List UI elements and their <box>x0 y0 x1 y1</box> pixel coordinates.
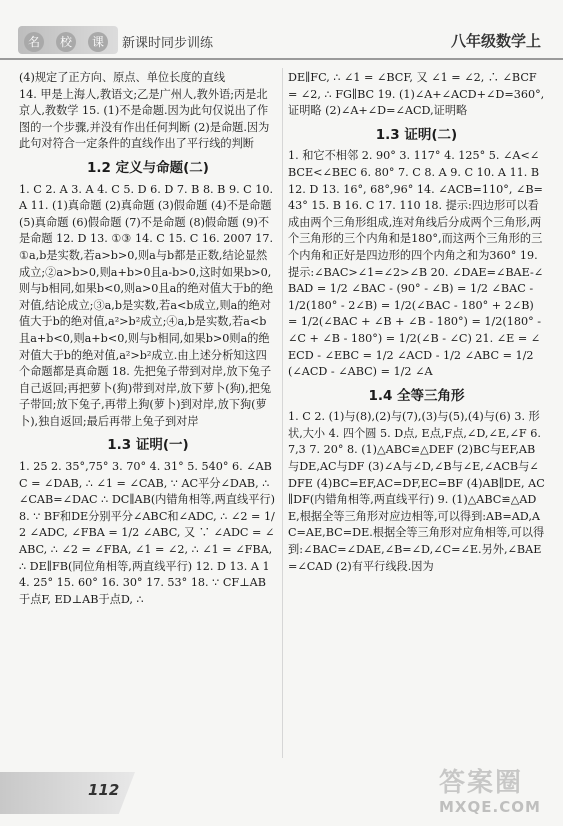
answer-paragraph: 1. 和它不相邻 2. 90° 3. 117° 4. 125° 5. ∠A<∠BCE<∠BEC 6. 80° 7. C 8. A 9. C 10. A 11. B 12. D 13. 16°, 68°,96° 14. ∠ACB=110°, ∠B=43° 15. B 16. C 17. 110 18. 提示:四边形可以看成由两个三角形组成,连对角线后分成两个三角形,两个三角形的三个内角和是180°,而这两个三角形的三个内角和正好是四边形的四个内角之和为360° 19. 提示:∠BAC>∠1=∠2>∠B 20. ∠DAE=∠BAE-∠BAD = 1/2 ∠BAC - (90° - ∠B) = 1/2 ∠BAC - 1/2(180° - 2∠B) = 1/2(∠BAC - 180° + 2∠B) = 1/2(∠BAC + ∠B + ∠B - 180°) = 1/2(180° - ∠C + ∠B - 180°) = 1/2(∠B - ∠C) 21. ∠E = ∠ECD - ∠EBC = 1/2 ∠ACD - 1/2 ∠ABC = 1/2(∠ACD - ∠ABC) = 1/2 ∠A <box>288 149 545 379</box>
answer-paragraph: 14. 甲是上海人,教语文;乙是广州人,教外语;丙是北京人,教数学 15. (1)不是命题.因为此句仅说出了作图的一个步骤,并没有作出任何判断 (2)是命题.因为此句对符合一定条件的直线作出了平行线的判断 <box>19 87 270 151</box>
section-title: 1.4 全等三角形 <box>368 387 465 404</box>
logo-char: 校 <box>56 32 76 52</box>
answer-paragraph: 1. C 2. (1)与(8),(2)与(7),(3)与(5),(4)与(6) 3. 形状,大小 4. 四个圆 5. D点, E点,F点,∠D,∠E,∠F 6. 7,3 7. 20° 8. (1)△ABC≌△DEF (2)BC与EF,AB与DE,AC与DF (3)∠A与∠D,∠B与∠E,∠ACB与∠DFE (4)BC=EF,AC=DF,EC=BF (4)AB∥DE, AC∥DF(内错角相等,两直线平行) 9. (1)△ABC≌△ADE,根据全等三角形对应边相等,可以得到:AB=AD,AC=AE,BC=DE.根据全等三角形对应角相等,可以得到:∠BAC=∠DAE,∠B=∠D,∠C=∠E.另外,∠BAE=∠CAD (2)有平行线段.因为 <box>288 410 545 573</box>
right-column <box>288 70 545 575</box>
watermark-text: 答案圈 <box>439 768 524 798</box>
answer-paragraph: DE∥FC, ∴ ∠1 = ∠BCF, 又 ∠1 = ∠2, ∴ ∠BCF = ∠2, ∴ FG∥BC 19. (1)∠A+∠ACD+∠D=360°,证明略 (2)∠A+∠D=∠ACD,证明略 <box>288 71 545 118</box>
page-header <box>0 0 563 58</box>
answer-paragraph: 1. C 2. A 3. A 4. C 5. D 6. D 7. B 8. B 9. C 10. A 11. (1)真命题 (2)真命题 (3)假命题 (4)不是命题 (5)真命题 (6)假命题 (7)不是命题 (8)假命题 (9)不是命题 12. D 13. ①③ 14. C 15. C 16. 2007 17. ①a,b是实数,若a>b>0,则a与b都是正数,结论显然成立;②a>b>0,则a+b>0且a-b>0,这时如果b>0,则与b相同,如果b<0,则a>0且a的绝对值大于b的绝对值,结论成立;③a,b是实数,若a<b成立,则a的绝对值大于b的绝对值,a²>b²成立;④a,b是实数,若a<b且a+b<0,则a+b<0,则与b相同,如果b>0则a的绝对值大于b的绝对值,a²>b²成立.由上述分析知这四个命题都是真命题 18. 先把兔子带到对岸,放下兔子自己返回;再把萝卜(狗)带到对岸,放下萝卜(狗),把兔子带回;放下兔子,再带上狗(萝卜)到对岸,放下狗(萝卜),独自返回;最后再带上兔子到对岸 <box>19 182 277 428</box>
section-title: 1.2 定义与命题(二) <box>87 159 209 176</box>
logo-char: 名 <box>24 32 44 52</box>
series-title: 新课时同步训练 <box>122 36 214 51</box>
column-divider <box>282 68 283 758</box>
answer-paragraph: (4)规定了正方向、原点、单位长度的直线 <box>19 71 226 84</box>
header-divider <box>0 58 563 60</box>
left-column <box>19 70 277 608</box>
grade-subject-label: 八年级数学上 <box>450 32 541 50</box>
section-title: 1.3 证明(二) <box>375 126 458 143</box>
page-number: 112 <box>88 781 120 799</box>
watermark-url: MXQE.COM <box>439 798 541 816</box>
logo-char: 课 <box>88 32 108 52</box>
answer-paragraph: 1. 25 2. 35°,75° 3. 70° 4. 31° 5. 540° 6. ∠ABC = ∠DAB, ∴ ∠1 = ∠CAB, ∵ AC平分∠DAB, ∴ ∠CAB=∠DAC ∴ DC∥AB(内错角相等,两直线平行) 8. ∵ BF和DE分别平分∠ABC和∠ADC, ∴ ∠2 = 1/2 ∠ADC, ∠FBA = 1/2 ∠ABC, 又 ∵ ∠ADC = ∠ABC, ∴ ∠2 = ∠FBA, ∠1 = ∠2, ∴ ∠1 = ∠FBA, ∴ DE∥FB(同位角相等,两直线平行) 12. D 13. A 14. 25° 15. 60° 16. 30° 17. 53° 18. ∵ CF⊥AB于点F, ED⊥AB于点D, ∴ <box>19 460 279 606</box>
series-logo <box>18 26 118 54</box>
section-title: 1.3 证明(一) <box>107 437 189 454</box>
site-watermark <box>435 762 553 822</box>
